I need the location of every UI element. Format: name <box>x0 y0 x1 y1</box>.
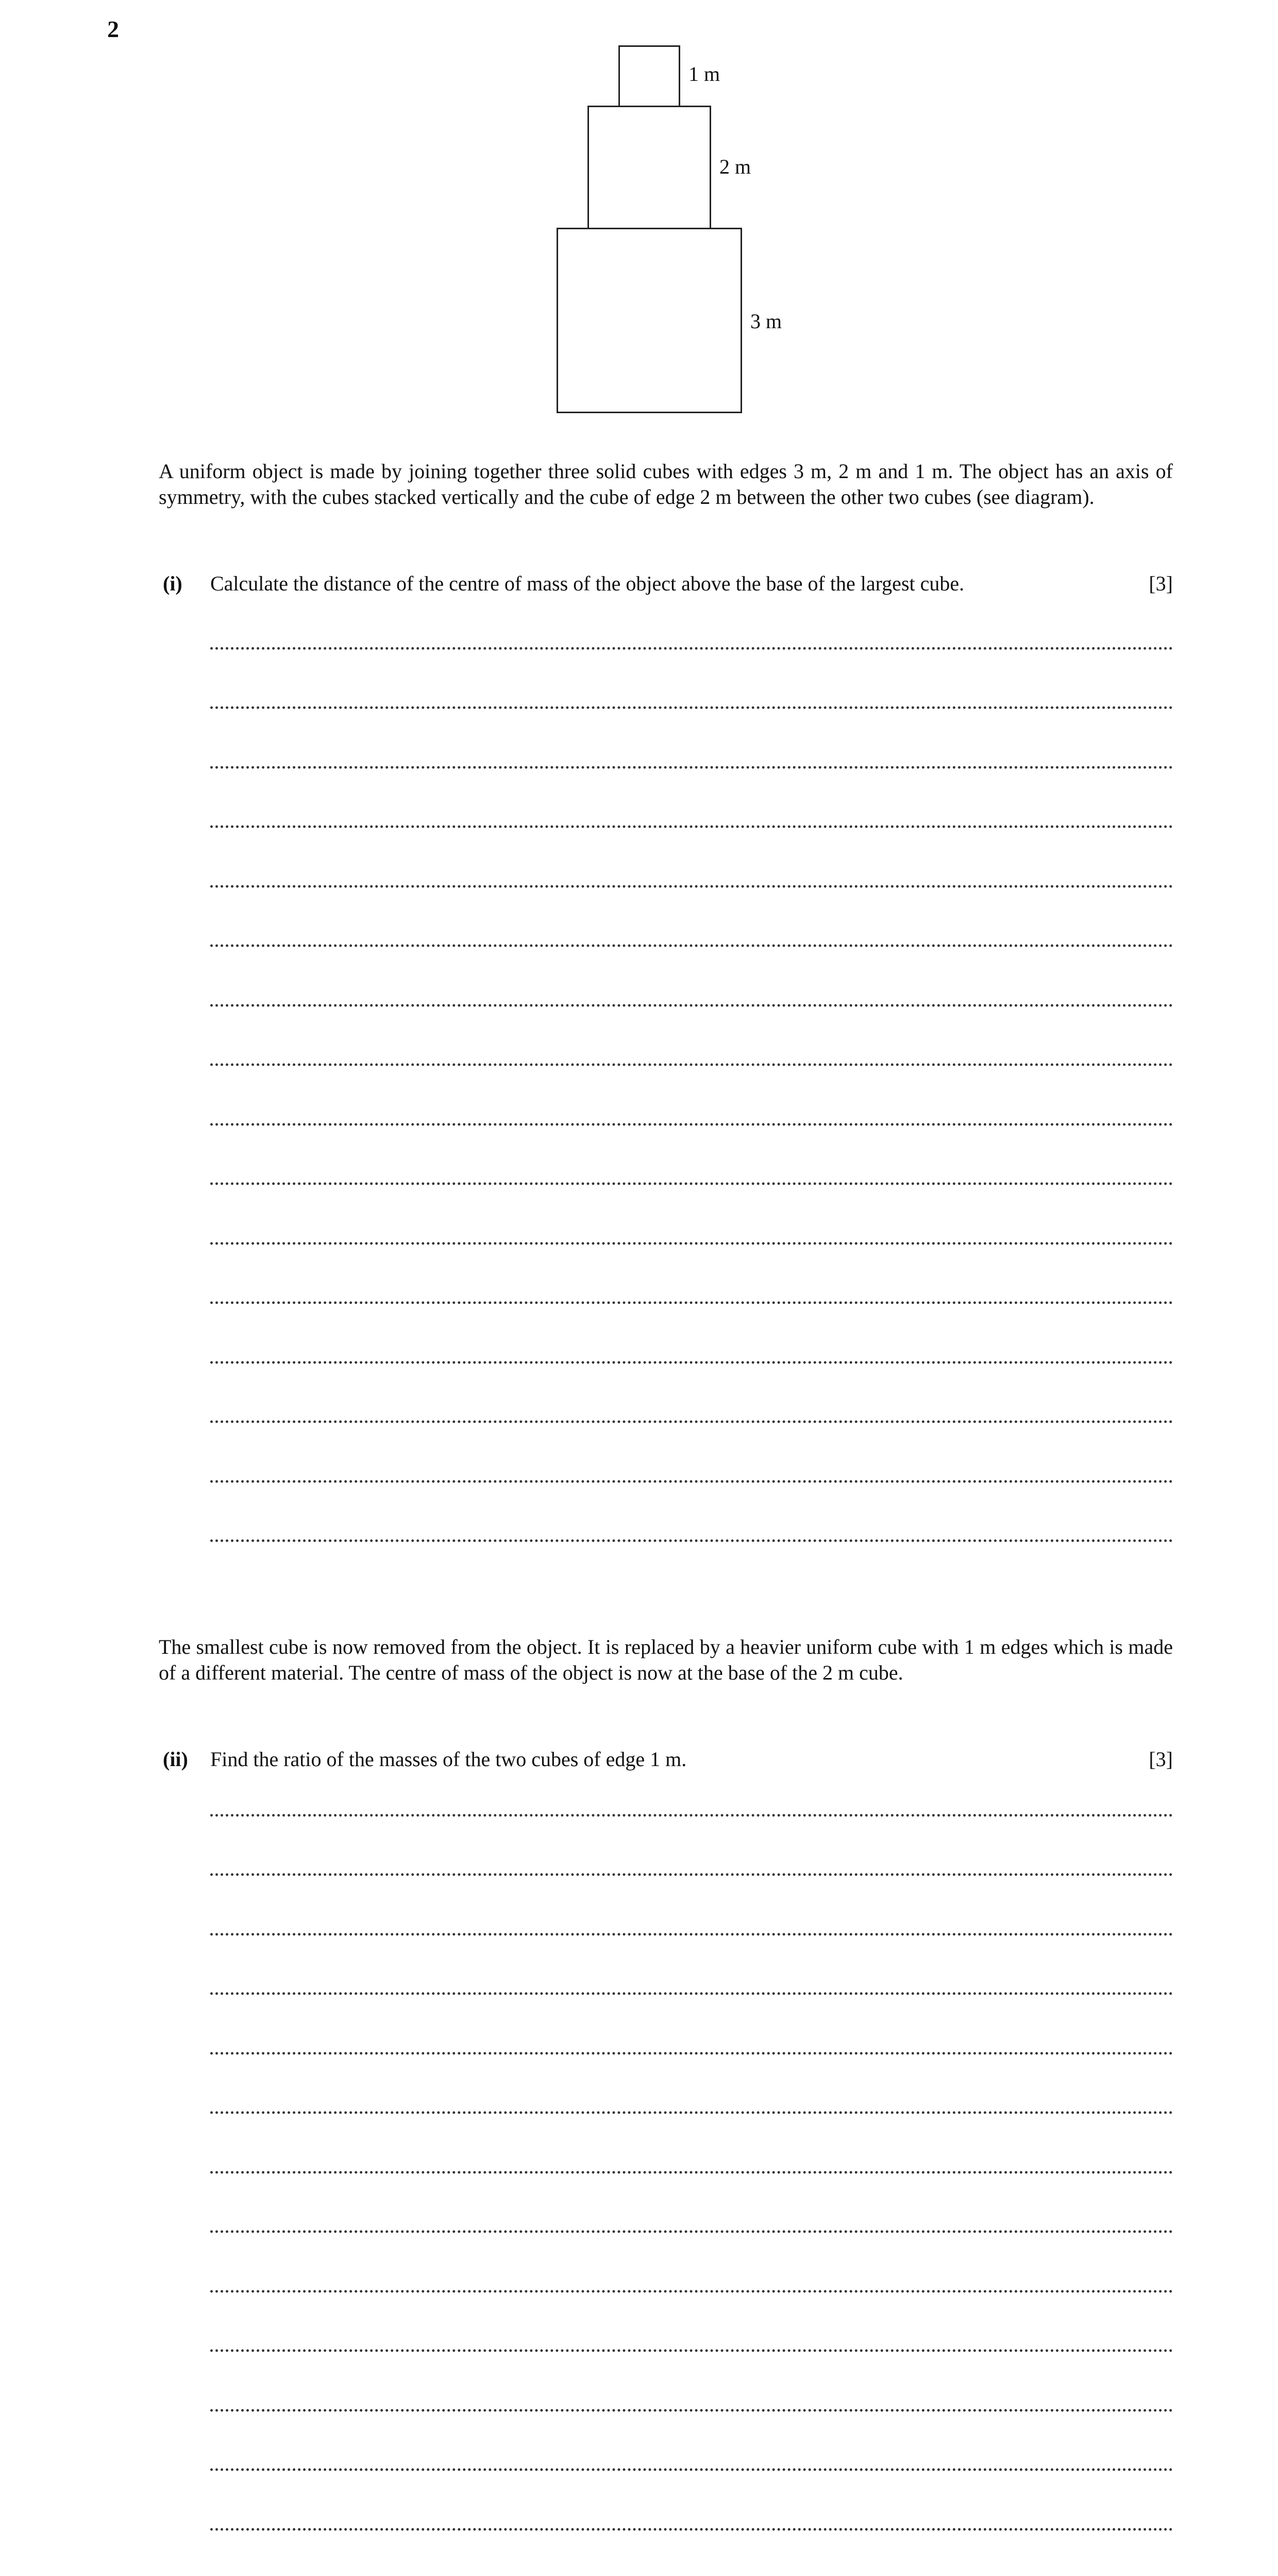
answer-line[interactable] <box>210 1817 1173 1876</box>
answer-line[interactable] <box>210 1757 1173 1817</box>
answer-line[interactable] <box>210 2412 1173 2471</box>
question-text: Calculate the distance of the centre of mass of the object above the base of the largest cube. <box>210 572 965 595</box>
answer-line[interactable] <box>210 888 1173 947</box>
answer-line[interactable] <box>210 1936 1173 1995</box>
small-cube-label: 1 m <box>688 62 720 86</box>
answer-line[interactable] <box>210 1304 1173 1364</box>
answer-line[interactable] <box>210 2233 1173 2293</box>
large-cube-label: 3 m <box>750 310 782 333</box>
answer-line[interactable] <box>210 828 1173 888</box>
answer-line[interactable] <box>210 709 1173 769</box>
question-number: (ii) <box>163 1748 188 1771</box>
small-cube <box>618 45 680 107</box>
answer-line[interactable] <box>210 2174 1173 2233</box>
answer-line[interactable] <box>210 2114 1173 2174</box>
question-text: Find the ratio of the masses of the two cubes of edge 1 m. <box>210 1748 687 1771</box>
answer-line[interactable] <box>210 590 1173 650</box>
answer-line[interactable] <box>210 1876 1173 1936</box>
question-number: (i) <box>163 572 182 595</box>
answer-line[interactable] <box>210 1995 1173 2055</box>
intro-paragraph: A uniform object is made by joining together three solid cubes with edges 3 m, 2 m and 1 m. The object has an axis of symmetry, with the cubes stacked vertically and the cube of edge 2 m between the other two cubes (see diagram). <box>159 460 1173 509</box>
medium-cube <box>587 106 711 229</box>
page-number: 2 <box>107 16 119 42</box>
answer-line[interactable] <box>210 1185 1173 1245</box>
answer-line[interactable] <box>210 1364 1173 1423</box>
answer-lines-part-i <box>210 590 1173 1542</box>
answer-line[interactable] <box>210 1007 1173 1066</box>
answer-line[interactable] <box>210 1483 1173 1543</box>
answer-line[interactable] <box>210 2352 1173 2412</box>
answer-line[interactable] <box>210 2293 1173 2352</box>
marks-indicator: [3] <box>1149 1748 1173 1771</box>
medium-cube-label: 2 m <box>719 155 751 178</box>
answer-line[interactable] <box>210 769 1173 828</box>
answer-line[interactable] <box>210 2055 1173 2114</box>
answer-line[interactable] <box>210 1423 1173 1483</box>
answer-line[interactable] <box>210 2531 1173 2576</box>
answer-lines-part-ii <box>210 1757 1173 2576</box>
answer-line[interactable] <box>210 947 1173 1007</box>
answer-line[interactable] <box>210 1245 1173 1304</box>
answer-line[interactable] <box>210 1126 1173 1185</box>
marks-indicator: [3] <box>1149 572 1173 595</box>
answer-line[interactable] <box>210 1066 1173 1126</box>
answer-line[interactable] <box>210 650 1173 709</box>
middle-paragraph: The smallest cube is now removed from the object. It is replaced by a heavier uniform cube with 1 m edges which is made of a different material. The centre of mass of the object is now at the base of the 2 m cube. <box>159 1635 1173 1684</box>
answer-line[interactable] <box>210 2471 1173 2531</box>
large-cube <box>557 228 742 413</box>
stacked-cubes-diagram <box>536 41 825 412</box>
